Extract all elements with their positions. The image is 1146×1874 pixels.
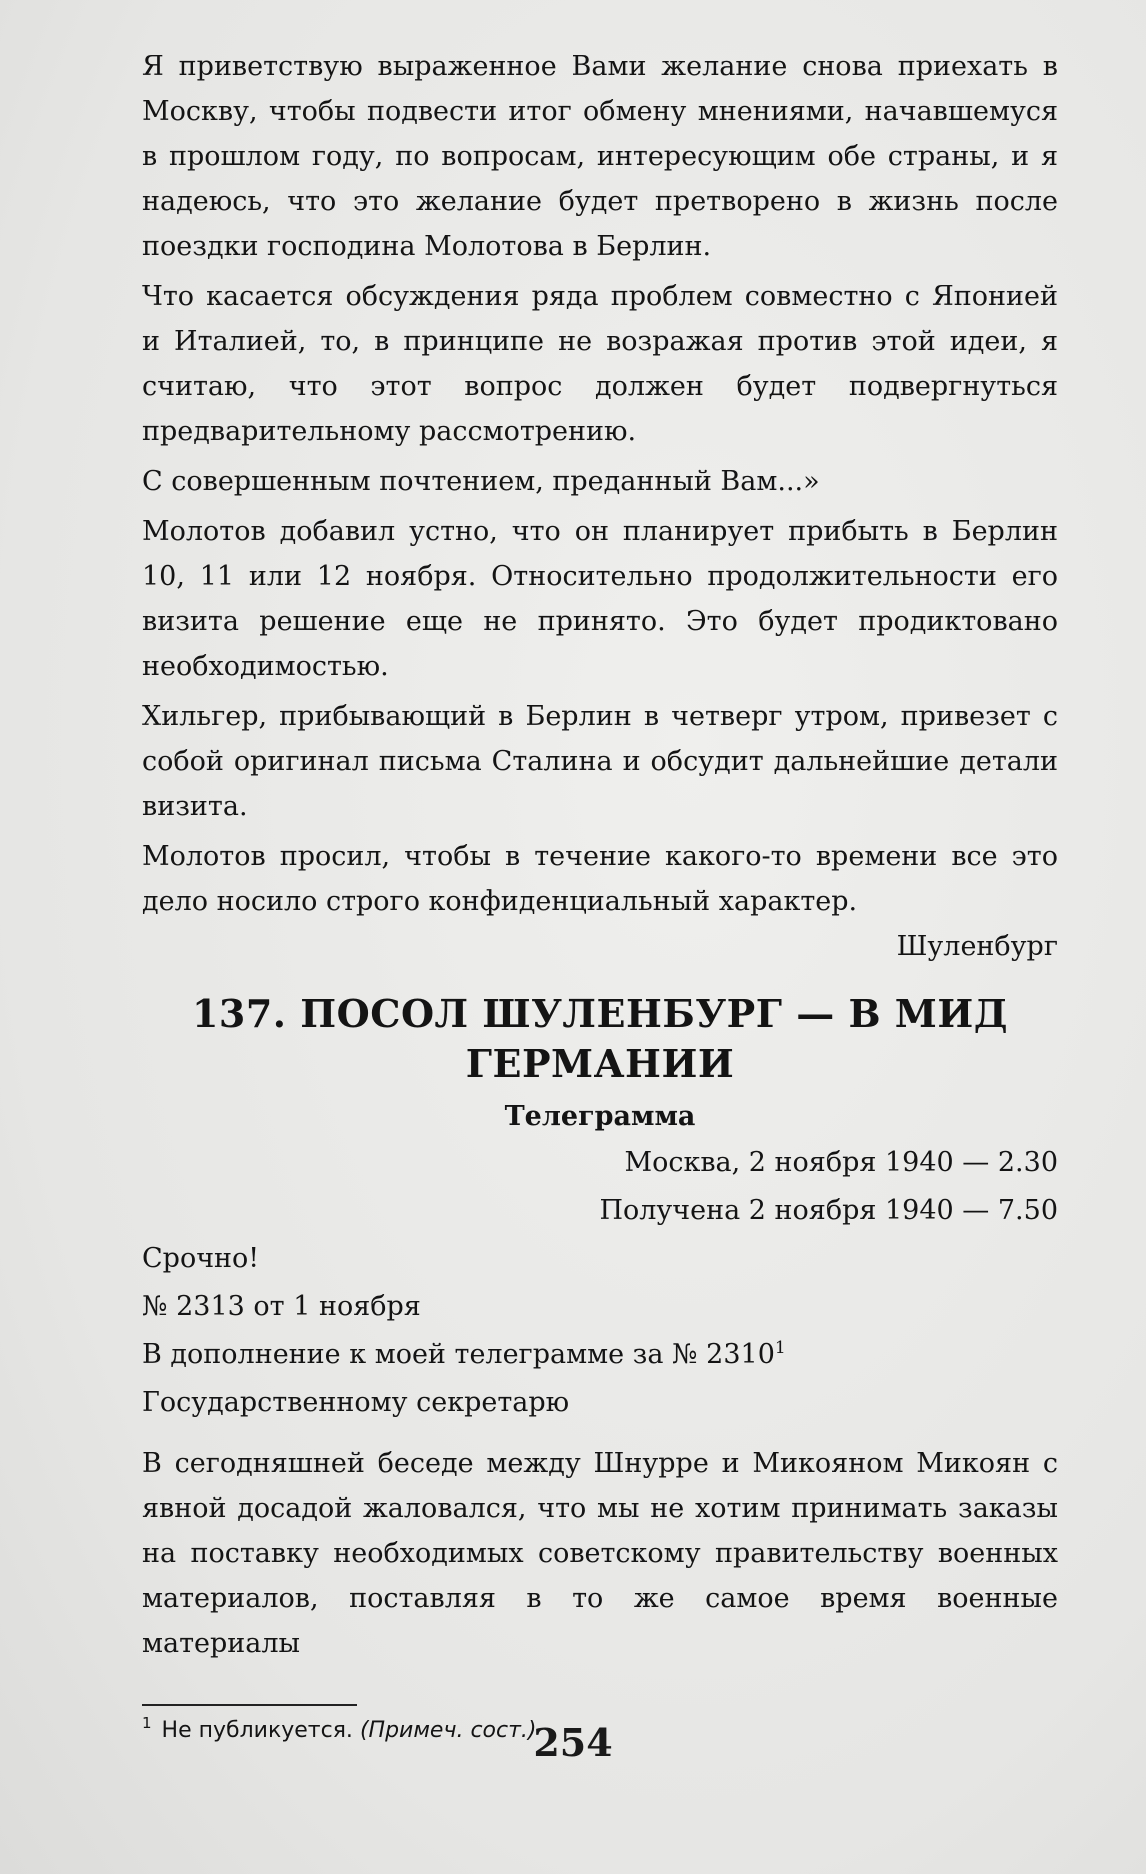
paragraph-closing: С совершенным почтением, преданный Вам...» [142,466,820,497]
paragraph-hilger: Хильгер, прибывающий в Берлин в четверг утром, привезет с собой оригинал письма Сталина и обсудит дальнейшие детали визита. [142,701,1058,822]
paragraph-confidential: Молотов просил, чтобы в течение какого-то времени все это дело носило строго конфиденциальный характер. [142,841,1058,917]
paragraph-japan-italy: Что касается обсуждения ряда проблем совместно с Японией и Италией, то, в принципе не возражая против этой идеи, я считаю, что этот вопрос должен будет подвергнуться предварительному рассмотрению. [142,281,1058,447]
footnote-editor-note: (Примеч. сост.) [359,1718,537,1743]
addendum-line [142,1331,1058,1379]
paragraph-mikoyan: В сегодняшней беседе между Шнурре и Микояном Микоян с явной досадой жаловался, что мы не хотим принимать заказы на поставку необходимых советскому правительству военных материалов, поставляя в то же самое время военные материалы [142,1448,1058,1659]
page-text [142,44,1058,1746]
footnote-main: Не публикуется. [161,1718,353,1743]
sent-date: Москва, 2 ноября 1940 — 2.30 [624,1147,1058,1178]
section-subheading: Телеграмма [504,1101,696,1132]
addendum-text: В дополнение к моей телеграмме за № 2310 [142,1339,775,1370]
section-heading: 137. ПОСОЛ ШУЛЕНБУРГ — В МИД ГЕРМАНИИ [191,991,1009,1086]
addressee: Государственному секретарю [142,1387,570,1418]
footnote-divider [142,1704,357,1706]
paragraph-molotov-visit: Молотов добавил устно, что он планирует прибыть в Берлин 10, 11 или 12 ноября. Относительно продолжительности его визита решение еще не принято. Это будет продиктовано необходимостью. [142,516,1058,682]
paragraph-greeting: Я приветствую выраженное Вами желание снова приехать в Москву, чтобы подвести итог обмену мнениями, начавшемуся в прошлом году, по вопросам, интересующим обе страны, и я надеюсь, что это желание будет претворено в жизнь после поездки господина Молотова в Берлин. [142,51,1058,262]
signature: Шуленбург [896,931,1058,962]
footnote-mark: 1 [142,1714,152,1732]
footnote-reference: 1 [774,1338,786,1358]
urgent-label: Срочно! [142,1243,260,1274]
received-date: Получена 2 ноября 1940 — 7.50 [599,1195,1058,1226]
page-number: 254 [533,1720,613,1765]
telegram-number: № 2313 от 1 ноября [142,1291,421,1322]
